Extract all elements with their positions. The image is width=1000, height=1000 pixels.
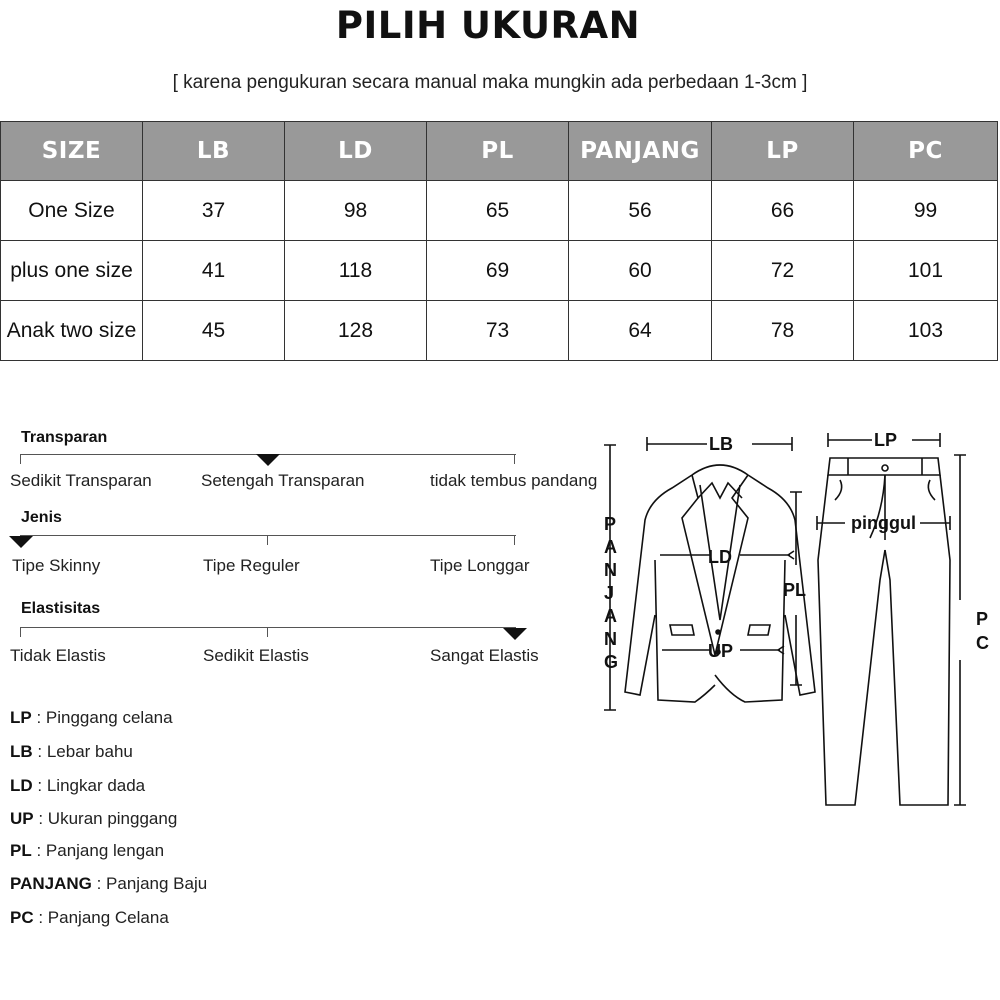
table-row — [1, 181, 998, 241]
value-lb: 45 — [143, 301, 285, 361]
scale-marker-elastisitas — [503, 628, 527, 640]
legend-item-up: UP : Ukuran pinggang — [10, 809, 178, 828]
legend-desc: Panjang Celana — [47, 908, 169, 927]
measurement-diagram — [600, 420, 990, 820]
size-name: plus one size — [1, 241, 143, 301]
measurement-note: [ karena pengukuran secara manual maka mungkin ada perbedaan 1-3cm ] — [172, 72, 808, 93]
label-lb: LB — [709, 434, 733, 454]
legend-item-pl: PL : Panjang lengan — [10, 841, 165, 860]
legend-key: LD — [10, 776, 33, 795]
pants-illustration — [818, 458, 950, 805]
scale-line-elastisitas — [21, 627, 516, 639]
legend-desc: Pinggang celana — [45, 708, 173, 727]
value-panjang: 56 — [569, 181, 712, 241]
header-size: SIZE — [1, 122, 143, 181]
value-lp: 72 — [712, 241, 854, 301]
scale-title-transparan: Transparan — [21, 429, 108, 446]
label-pc-letter: C — [976, 633, 989, 653]
scale-tick — [267, 535, 268, 545]
value-pl: 65 — [427, 181, 569, 241]
label-lp: LP — [874, 430, 898, 450]
value-lb: 41 — [143, 241, 285, 301]
table-row — [1, 241, 998, 301]
value-panjang: 64 — [569, 301, 712, 361]
legend-desc: Panjang lengan — [45, 841, 165, 860]
legend-desc: Lingkar dada — [46, 776, 146, 795]
table-header-row — [1, 122, 998, 181]
legend-key: LB — [10, 742, 33, 761]
header-panjang: PANJANG — [569, 122, 712, 181]
label-panjang-letter: J — [604, 583, 615, 603]
legend-desc: Panjang Baju — [106, 874, 208, 893]
scale-label: Tidak Elastis — [10, 646, 106, 665]
scale-label: Tipe Reguler — [203, 556, 300, 575]
scale-label: Tipe Skinny — [12, 556, 101, 575]
legend-item-panjang: PANJANG : Panjang Baju — [10, 874, 208, 893]
legend-desc: Lebar bahu — [46, 742, 133, 761]
value-lp: 66 — [712, 181, 854, 241]
size-name: Anak two size — [1, 301, 143, 361]
scale-marker-transparan — [256, 454, 280, 466]
legend-key: UP — [10, 809, 34, 828]
value-pc: 101 — [854, 241, 998, 301]
scale-label: tidak tembus pandang — [430, 471, 598, 490]
label-ld: LD — [708, 547, 732, 567]
scale-label: Sangat Elastis — [430, 646, 539, 665]
value-ld: 118 — [285, 241, 427, 301]
value-panjang: 60 — [569, 241, 712, 301]
scale-label: Sedikit Transparan — [10, 471, 152, 490]
scale-tick — [267, 627, 268, 637]
scale-label: Sedikit Elastis — [203, 646, 309, 665]
legend-item-lp: LP : Pinggang celana — [10, 708, 173, 727]
legend-item-lb: LB : Lebar bahu — [10, 742, 133, 761]
size-name: One Size — [1, 181, 143, 241]
scale-line-jenis — [21, 535, 516, 547]
header-ld: LD — [285, 122, 427, 181]
value-ld: 128 — [285, 301, 427, 361]
header-pc: PC — [854, 122, 998, 181]
legend-item-ld: LD : Lingkar dada — [10, 776, 146, 795]
label-panjang-letter: N — [604, 560, 617, 580]
label-pl: PL — [783, 580, 807, 600]
label-up: UP — [708, 641, 734, 661]
label-pc — [976, 609, 989, 653]
scale-tick — [514, 454, 515, 464]
scale-tick — [20, 454, 21, 464]
table-row — [1, 301, 998, 361]
legend-key: LP — [10, 708, 32, 727]
legend-item-pc: PC : Panjang Celana — [10, 908, 169, 927]
header-pl: PL — [427, 122, 569, 181]
label-panjang-letter: N — [604, 629, 617, 649]
label-panjang-letter: A — [604, 537, 617, 557]
legend-key: PC — [10, 908, 34, 927]
legend-key: PANJANG — [10, 874, 92, 893]
value-ld: 98 — [285, 181, 427, 241]
header-lb: LB — [143, 122, 285, 181]
value-pc: 99 — [854, 181, 998, 241]
label-panjang-letter: P — [604, 514, 617, 534]
legend-key: PL — [10, 841, 32, 860]
scale-title-elastisitas: Elastisitas — [21, 600, 101, 617]
value-lp: 78 — [712, 301, 854, 361]
scale-tick — [514, 535, 515, 545]
value-pc: 103 — [854, 301, 998, 361]
scale-marker-jenis — [9, 536, 33, 548]
label-panjang-letter: G — [604, 652, 619, 672]
label-panjang-letter: A — [604, 606, 617, 626]
header-lp: LP — [712, 122, 854, 181]
value-pl: 73 — [427, 301, 569, 361]
scale-label: Setengah Transparan — [201, 471, 365, 490]
value-lb: 37 — [143, 181, 285, 241]
scale-title-jenis: Jenis — [21, 509, 62, 526]
scale-tick — [20, 627, 21, 637]
label-panjang — [604, 514, 618, 672]
page-title: PILIH UKURAN — [335, 4, 641, 47]
label-pinggul: pinggul — [851, 513, 916, 533]
label-pc-letter: P — [976, 609, 989, 629]
legend-desc: Ukuran pinggang — [47, 809, 178, 828]
size-table — [0, 121, 998, 361]
value-pl: 69 — [427, 241, 569, 301]
scale-label: Tipe Longgar — [430, 556, 530, 575]
